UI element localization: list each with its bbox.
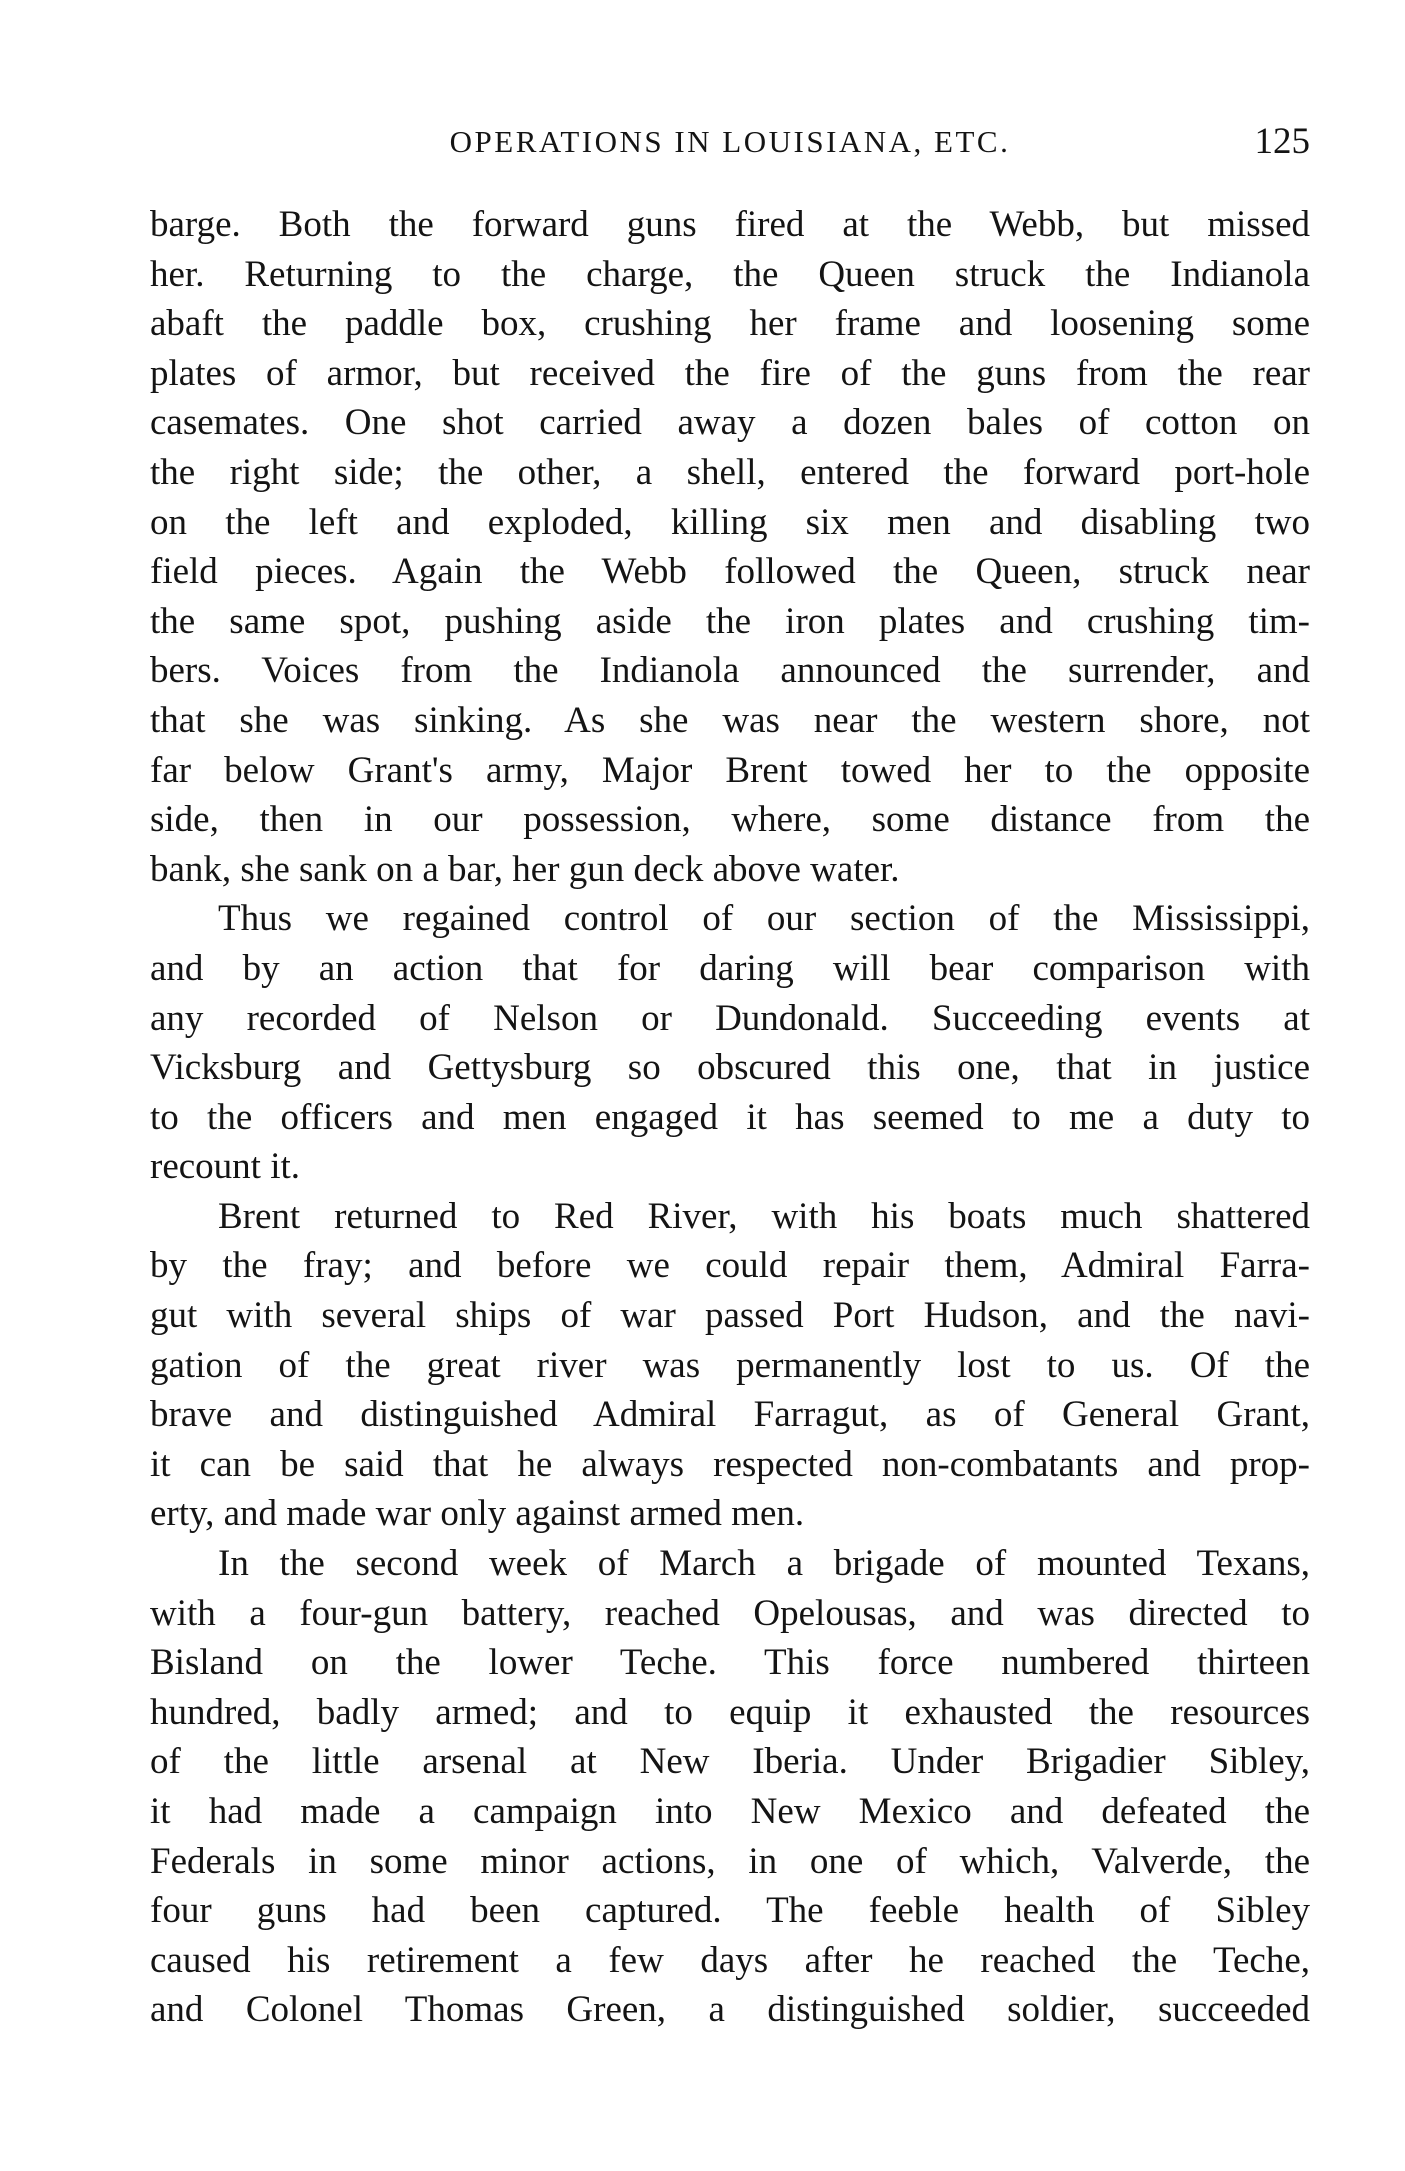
text-line: casemates. One shot carried away a dozen bales of cotton on xyxy=(150,402,1310,444)
text-line: plates of armor, but received the fire of the guns from the rear xyxy=(150,352,1310,394)
text-line: hundred, badly armed; and to equip it exhausted the resources xyxy=(150,1691,1310,1733)
text-line: erty, and made war only against armed men. xyxy=(150,1493,805,1535)
paragraph-2 xyxy=(150,894,1310,1192)
text-line: bank, she sank on a bar, her gun deck above water. xyxy=(150,848,900,890)
running-title: OPERATIONS IN LOUISIANA, ETC. xyxy=(449,124,1011,159)
text-line: Vicksburg and Gettysburg so obscured this one, that in justice xyxy=(150,1047,1310,1089)
text-line: Brent returned to Red River, with his boats much shattered xyxy=(218,1195,1310,1237)
text-line: brave and distinguished Admiral Farragut, as of General Grant, xyxy=(150,1394,1310,1436)
paragraph-1 xyxy=(150,200,1310,894)
running-head xyxy=(150,112,1310,172)
text-line: on the left and exploded, killing six men and disabling two xyxy=(150,501,1310,543)
body-text xyxy=(150,200,1310,2035)
text-line: to the officers and men engaged it has seemed to me a duty to xyxy=(150,1096,1310,1138)
text-line: her. Returning to the charge, the Queen struck the Indianola xyxy=(150,253,1310,295)
text-line: four guns had been captured. The feeble health of Sibley xyxy=(150,1890,1310,1932)
text-line: and Colonel Thomas Green, a distinguished soldier, succeeded xyxy=(150,1989,1310,2031)
text-line: it can be said that he always respected non-combatants and prop- xyxy=(150,1443,1310,1485)
text-line: recount it. xyxy=(150,1146,301,1188)
text-line: barge. Both the forward guns fired at the Webb, but missed xyxy=(150,204,1310,245)
text-line: bers. Voices from the Indianola announced the surrender, and xyxy=(150,650,1310,692)
text-line: that she was sinking. As she was near the western shore, not xyxy=(150,699,1310,741)
text-line: gut with several ships of war passed Port Hudson, and the navi- xyxy=(150,1295,1310,1337)
text-line: Bisland on the lower Teche. This force numbered thirteen xyxy=(150,1642,1310,1684)
text-line: far below Grant's army, Major Brent towed her to the opposite xyxy=(150,749,1310,791)
text-line: abaft the paddle box, crushing her frame and loosening some xyxy=(150,303,1310,345)
text-line: of the little arsenal at New Iberia. Under Brigadier Sibley, xyxy=(150,1741,1310,1783)
text-line: any recorded of Nelson or Dundonald. Succeeding events at xyxy=(150,997,1310,1039)
text-line: side, then in our possession, where, some distance from the xyxy=(150,799,1310,841)
text-line: the right side; the other, a shell, entered the forward port-hole xyxy=(150,451,1310,493)
text-line: with a four-gun battery, reached Opelousas, and was directed to xyxy=(150,1592,1310,1634)
text-line: Federals in some minor actions, in one of which, Valverde, the xyxy=(150,1840,1310,1882)
text-line: by the fray; and before we could repair them, Admiral Farra- xyxy=(150,1245,1310,1287)
text-line: field pieces. Again the Webb followed the Queen, struck near xyxy=(150,551,1310,593)
text-line: caused his retirement a few days after he reached the Teche, xyxy=(150,1939,1310,1981)
page-number: 125 xyxy=(1254,121,1310,162)
text-line: it had made a campaign into New Mexico and defeated the xyxy=(150,1791,1310,1832)
text-line: and by an action that for daring will bear comparison with xyxy=(150,947,1310,989)
text-line: gation of the great river was permanently lost to us. Of the xyxy=(150,1344,1310,1386)
text-line: the same spot, pushing aside the iron plates and crushing tim- xyxy=(150,600,1310,642)
paragraph-3 xyxy=(150,1192,1310,1539)
text-line: Thus we regained control of our section of the Mississippi, xyxy=(218,898,1310,940)
paragraph-4 xyxy=(150,1539,1310,2035)
text-line: In the second week of March a brigade of mounted Texans, xyxy=(218,1543,1310,1585)
